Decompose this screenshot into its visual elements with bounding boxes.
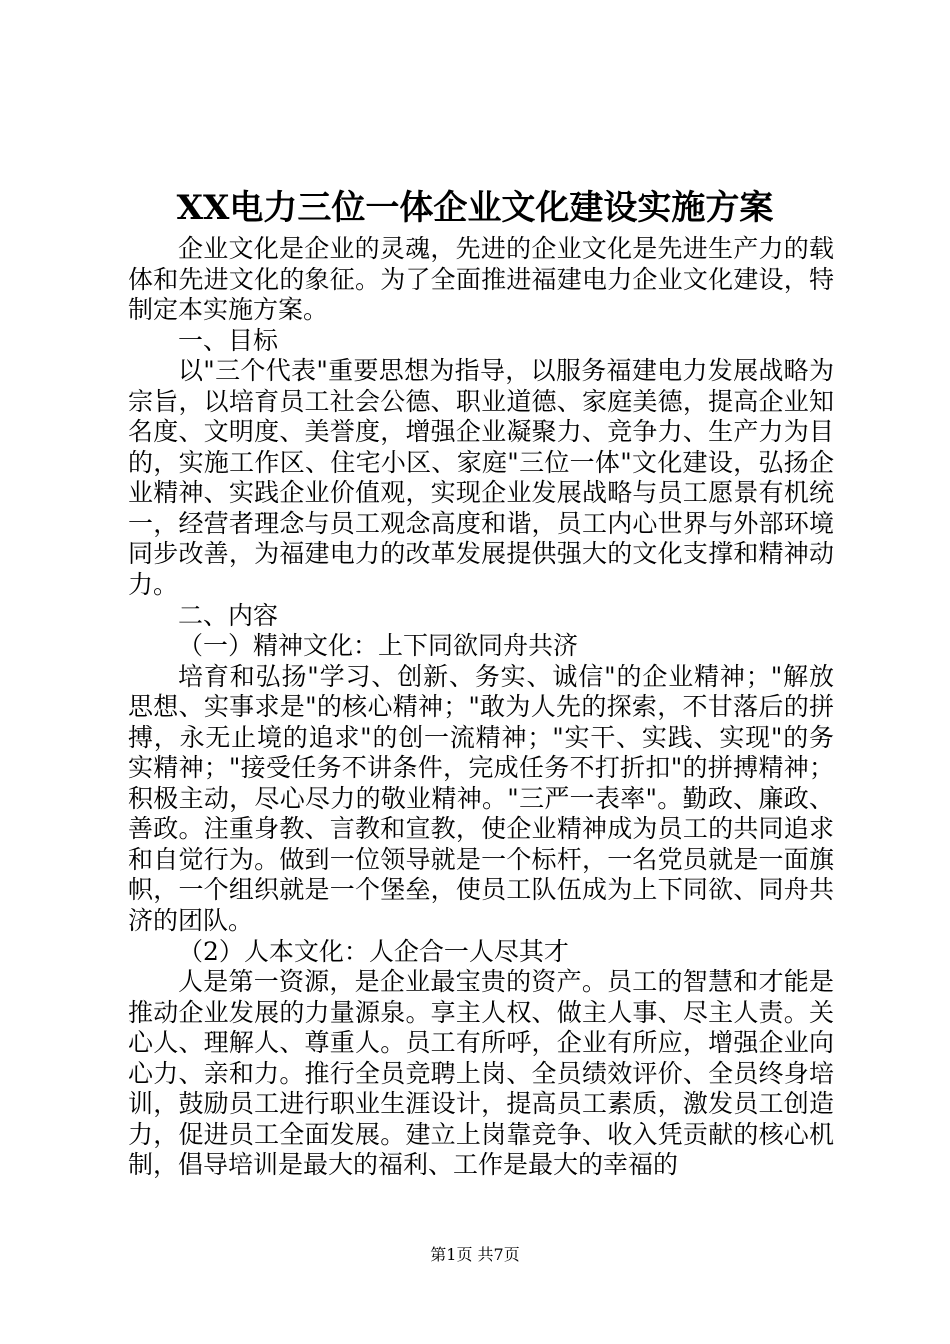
heading-content: 二、内容: [178, 600, 279, 630]
heading-goals: 一、目标: [178, 325, 279, 355]
subheading-spirit-culture: （一）精神文化：上下同欲同舟共济: [178, 631, 579, 661]
document-body: [128, 234, 834, 1181]
subheading-people-culture: （2）人本文化：人企合一人尽其才: [178, 936, 569, 966]
page-footer: 第1页 共7页: [430, 1245, 520, 1264]
paragraph-goals: 以"三个代表"重要思想为指导，以服务福建电力发展战略为宗旨，以培育员工社会公德、职业道德、家庭美德，提高企业知名度、文明度、美誉度，增强企业凝聚力、竞争力、生产力为目的，实施工作区、住宅小区、家庭"三位一体"文化建设，弘扬企业精神、实践企业价值观，实现企业发展战略与员工愿景有机统一，经营者理念与员工观念高度和谐，员工内心世界与外部环境同步改善，为福建电力的改革发展提供强大的文化支撑和精神动力。: [128, 356, 834, 600]
paragraph-spirit-culture: 培育和弘扬"学习、创新、务实、诚信"的企业精神；"解放思想、实事求是"的核心精神；"敢为人先的探索，不甘落后的拼搏，永无止境的追求"的创一流精神；"实干、实践、实现"的务实精神；"接受任务不讲条件，完成任务不打折扣"的拼搏精神；积极主动，尽心尽力的敬业精神。"三严一表率"。勤政、廉政、善政。注重身教、言教和宣教，使企业精神成为员工的共同追求和自觉行为。做到一位领导就是一个标杆，一名党员就是一面旗帜，一个组织就是一个堡垒，使员工队伍成为上下同欲、同舟共济的团队。: [128, 661, 834, 936]
document-title: XX电力三位一体企业文化建设实施方案: [176, 188, 774, 228]
paragraph-people-culture: 人是第一资源，是企业最宝贵的资产。员工的智慧和才能是推动企业发展的力量源泉。享主人权、做主人事、尽主人责。关心人、理解人、尊重人。员工有所呼，企业有所应，增强企业向心力、亲和力。推行全员竞聘上岗、全员绩效评价、全员终身培训，鼓励员工进行职业生涯设计，提高员工素质，激发员工创造力，促进员工全面发展。建立上岗靠竞争、收入凭贡献的核心机制，倡导培训是最大的福利、工作是最大的幸福的: [128, 967, 834, 1180]
paragraph-intro: 企业文化是企业的灵魂，先进的企业文化是先进生产力的载体和先进文化的象征。为了全面推进福建电力企业文化建设，特制定本实施方案。: [128, 234, 834, 325]
